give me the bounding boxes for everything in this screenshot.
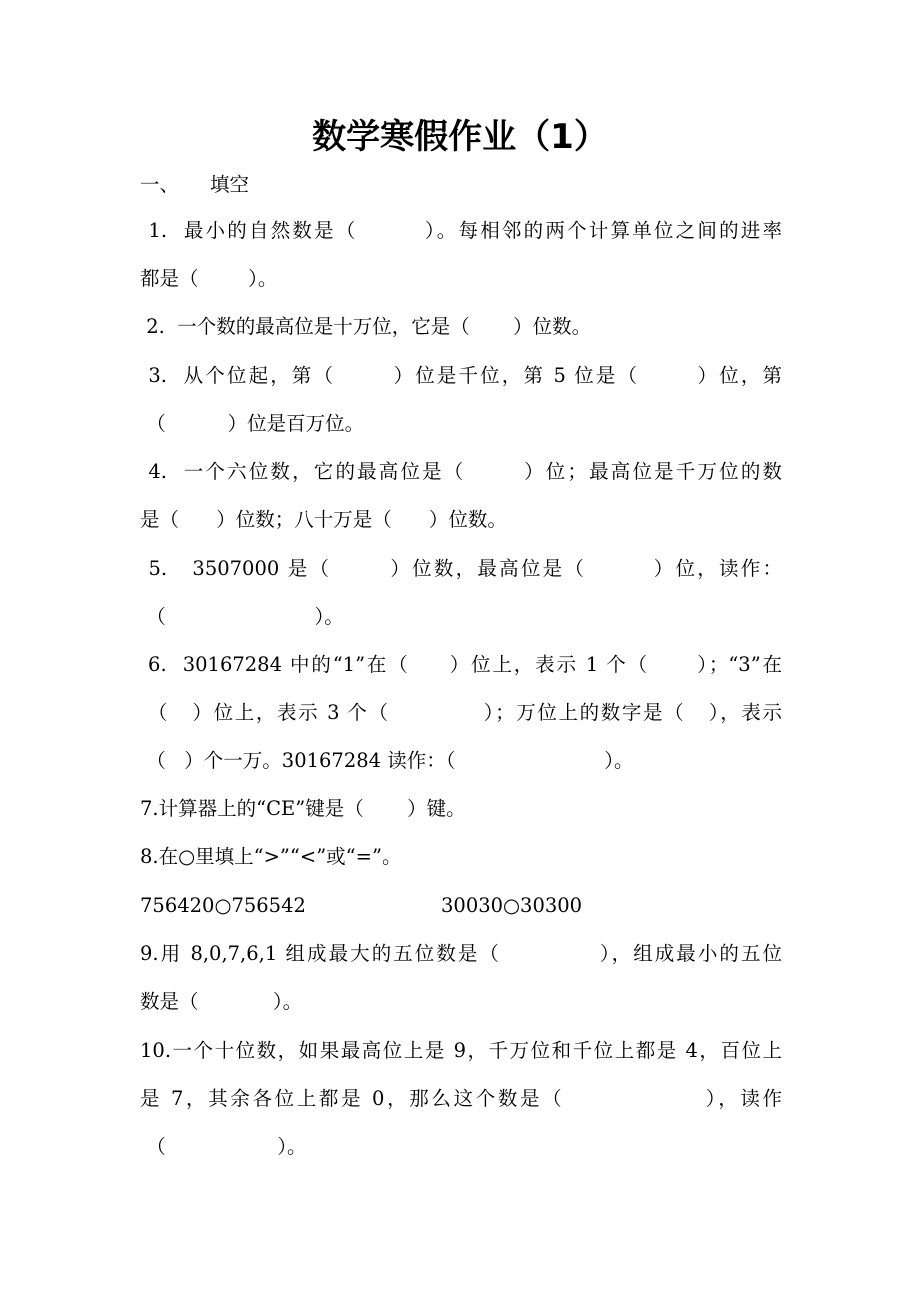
question-10-line-3: （ ）。 [140,1135,307,1158]
question-9-line-2: 数是（ ）。 [140,990,303,1013]
question-3-line-1: 3. 从个位起，第（ ）位是千位，第 5 位是（ ）位，第 [140,364,782,387]
question-1-line-1: 1. 最小的自然数是（ ）。每相邻的两个计算单位之间的进率 [140,219,782,242]
question-1-line-2: 都是（ ）。 [140,267,278,290]
question-6-line-2: （ ）位上，表示 3 个（ ）；万位上的数字是（ ），表示 [140,701,782,724]
question-6-line-3: （ ）个一万。30167284 读作：（ ）。 [140,749,634,772]
question-2-line-1: 2. 一个数的最高位是十万位，它是（ ）位数。 [140,315,592,338]
question-9-line-1: 9.用 8,0,7,6,1 组成最大的五位数是（ ），组成最小的五位 [140,942,782,965]
question-8: 8.在○里填上“>”“<”或“=”。 [140,845,402,868]
question-10-line-2: 是 7，其余各位上都是 0，那么这个数是（ ），读作 [140,1087,782,1110]
question-8-comparison-left: 756420○756542 [140,894,306,917]
question-6-line-1: 6. 30167284 中的“1”在（ ）位上，表示 1 个（ ）；“3”在 [140,653,782,676]
section-number: 一、 [140,173,180,196]
question-4-line-2: 是（ ）位数；八十万是（ ）位数。 [140,508,507,531]
section-heading [140,170,249,200]
question-10-line-1: 10.一个十位数，如果最高位上是 9，千万位和千位上都是 4，百位上 [140,1039,782,1062]
question-8-comparison-right: 30030○30300 [441,894,583,917]
question-3-line-2: （ ）位是百万位。 [140,412,365,435]
question-5-line-2: （ ）。 [140,605,344,628]
question-4-line-1: 4. 一个六位数，它的最高位是（ ）位；最高位是千万位的数 [140,460,782,483]
page-title: 数学寒假作业（1） [312,117,608,157]
section-label: 填空 [210,173,250,196]
question-5-line-1: 5. 3507000 是（ ）位数，最高位是（ ）位，读作： [140,557,782,580]
question-7: 7.计算器上的“CE”键是（ ）键。 [140,797,466,820]
